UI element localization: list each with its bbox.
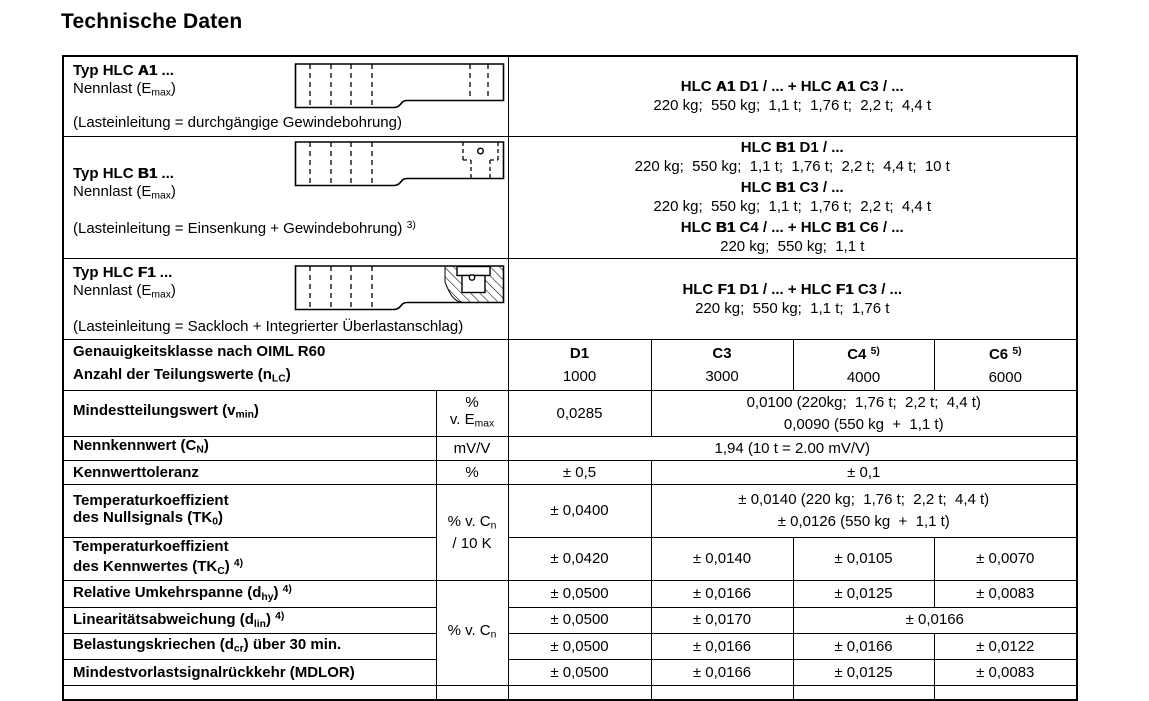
type-f1-nennlast: Nennlast $(E_{max})$ (73, 281, 176, 301)
type-b1-variants (508, 136, 1077, 258)
type-a1-note: (Lasteinleitung = durchgängige Gewindebohrung) (73, 114, 402, 131)
dlin-span-value: ± 0,0166 (793, 607, 1077, 634)
label-line: Temperaturkoeffizient (73, 491, 229, 509)
anzahl-teilungswerte-label: Anzahl der Teilungswerte $(n_{LC})$ (73, 365, 291, 385)
dcr-row (63, 634, 1077, 660)
dlin-label: Linearitätsabweichung $(d_{lin})$ $^{4)}$ (63, 607, 436, 634)
variant-loads: 220 kg; 550 kg; 1,1 t; 1,76 t; 2,2 t; 4,4 t (653, 198, 932, 215)
variant-group (509, 280, 1077, 318)
dcr-value: ± 0,0166 (793, 634, 934, 660)
variant-loads: 220 kg; 550 kg; 1,1 t; 1,76 t; 2,2 t; 4,4 t (653, 97, 932, 115)
kennwerttoleranz-rest: ± 0,1 (651, 461, 1077, 485)
dhy-label: Relative Umkehrspanne $(d_{hy})$ $^{4)}$ (63, 580, 436, 607)
variant-loads: 220 kg; 550 kg; 1,1 t; 1,76 t (695, 299, 890, 317)
tkc-row (63, 538, 1077, 581)
dlin-value: ± 0,0500 (508, 607, 651, 634)
unit-line: / 10 K (452, 534, 492, 552)
mdlor-value: ± 0,0166 (651, 660, 793, 686)
vmin-label: Mindestteilungswert $(v_{min})$ (63, 391, 436, 437)
page-title: Technische Daten (61, 10, 243, 33)
vmin-span (651, 391, 1077, 437)
mdlor-value: ± 0,0125 (793, 660, 934, 686)
variant-heading: HLC B1 C3 / ... (740, 179, 844, 196)
cut-off-row (63, 686, 1077, 700)
dhy-value: ± 0,0500 (508, 580, 651, 607)
tk0-span-line: ± 0,0126 (550 kg + 1,1 t) (777, 513, 950, 531)
vmin-row (63, 391, 1077, 437)
nennkennwert-row (63, 437, 1077, 461)
class-name: C6 $^{5)}$ (988, 346, 1022, 364)
tkc-value: ± 0,0140 (651, 538, 793, 581)
nennkennwert-label: Nennkennwert $(C_N)$ (63, 437, 436, 461)
type-cell-a1 (63, 56, 508, 136)
dcr-value: ± 0,0122 (934, 634, 1077, 660)
class-col-c6 (934, 339, 1077, 391)
cn-unit: % v. $C_n$ (436, 580, 508, 686)
variant-group (509, 218, 1077, 256)
nennkennwert-unit: mV/V (436, 437, 508, 461)
load-cell-f1-drawing (294, 264, 505, 312)
class-col-d1 (508, 339, 651, 391)
class-count: 3000 (705, 367, 739, 385)
variant-group (509, 178, 1077, 216)
unit-line: v. $E_{max}$ (449, 411, 495, 430)
label-line: Temperaturkoeffizient (73, 538, 229, 556)
unit-line: % (465, 394, 479, 412)
type-b1-name: Typ HLC B1 ... (73, 164, 174, 182)
mdlor-value: ± 0,0083 (934, 660, 1077, 686)
dcr-label: Belastungskriechen $(d_{cr})$ über 30 min. (63, 634, 436, 660)
class-count: 1000 (562, 367, 597, 385)
tk0-span-line: ± 0,0140 (220 kg; 1,76 t; 2,2 t; 4,4 t) (738, 491, 990, 509)
type-b1-note: (Lasteinleitung = Einsenkung + Gewindebohrung) $^{3)}$ (73, 219, 416, 237)
type-row-a1 (63, 56, 1077, 136)
label-line: des Nullsignals $(TK_0)$ (73, 508, 223, 528)
dhy-value: ± 0,0083 (934, 580, 1077, 607)
tk0-d1: ± 0,0400 (508, 485, 651, 538)
class-name: D1 (569, 344, 590, 362)
tkc-label (63, 538, 436, 581)
variant-heading: HLC A1 D1 / ... + HLC A1 C3 / ... (680, 78, 904, 96)
genauigkeitsklasse-label: Genauigkeitsklasse nach OIML R60 (73, 342, 326, 360)
dhy-value: ± 0,0125 (793, 580, 934, 607)
dhy-row (63, 580, 1077, 607)
type-b1-nennlast: Nennlast $(E_{max})$ (73, 182, 176, 202)
type-f1-label (73, 264, 176, 305)
cut-cell (651, 686, 793, 700)
load-cell-a1-drawing (294, 62, 505, 110)
vmin-span-line: 0,0090 (550 kg + 1,1 t) (783, 415, 944, 433)
tkc-value: ± 0,0105 (793, 538, 934, 581)
type-a1-nennlast: Nennlast $(E_{max})$ (73, 80, 176, 99)
variant-loads: 220 kg; 550 kg; 1,1 t (720, 238, 865, 255)
dlin-value: ± 0,0170 (651, 607, 793, 634)
cut-cell (63, 686, 436, 700)
cut-cell (436, 686, 508, 700)
variant-heading: HLC B1 C4 / ... + HLC B1 C6 / ... (680, 219, 904, 236)
cut-cell (934, 686, 1077, 700)
variant-heading: HLC F1 D1 / ... + HLC F1 C3 / ... (682, 280, 903, 298)
kennwerttoleranz-label: Kennwerttoleranz (63, 461, 436, 485)
class-col-c4 (793, 339, 934, 391)
label-line: des Kennwertes $(TK_C)$ $^{4)}$ (73, 558, 244, 577)
type-f1-variants (508, 258, 1077, 339)
class-count: 6000 (988, 369, 1022, 387)
accuracy-class-row (63, 339, 1077, 391)
variant-heading: HLC B1 D1 / ... (740, 139, 844, 156)
type-a1-variants (508, 56, 1077, 136)
type-row-f1 (63, 258, 1077, 339)
vmin-unit (436, 391, 508, 437)
technical-data-table (62, 55, 1078, 701)
type-a1-label (73, 62, 176, 103)
type-cell-f1 (63, 258, 508, 339)
vmin-span-line: 0,0100 (220kg; 1,76 t; 2,2 t; 4,4 t) (746, 393, 981, 411)
class-name: C3 (712, 344, 732, 362)
type-f1-name: Typ HLC F1 ... (73, 263, 173, 281)
variant-group (509, 77, 1077, 115)
mdlor-label: Mindestvorlastsignalrückkehr (MDLOR) (63, 660, 436, 686)
kennwerttoleranz-row (63, 461, 1077, 485)
type-cell-b1 (63, 136, 508, 258)
dcr-value: ± 0,0500 (508, 634, 651, 660)
type-a1-name: Typ HLC A1 ... (73, 62, 174, 79)
tk0-row (63, 485, 1077, 538)
cut-cell (793, 686, 934, 700)
type-f1-note: (Lasteinleitung = Sackloch + Integrierter Überlastanschlag) (73, 317, 464, 335)
tkc-value: ± 0,0070 (934, 538, 1077, 581)
class-col-c3 (651, 339, 793, 391)
dcr-value: ± 0,0166 (651, 634, 793, 660)
type-b1-label (73, 165, 176, 206)
tk-unit (436, 485, 508, 581)
tk0-span (651, 485, 1077, 538)
kennwerttoleranz-d1: ± 0,5 (508, 461, 651, 485)
kennwerttoleranz-unit: % (436, 461, 508, 485)
variant-loads: 220 kg; 550 kg; 1,1 t; 1,76 t; 2,2 t; 4,4 t; 10 t (634, 158, 950, 175)
class-name: C4 $^{5)}$ (847, 346, 880, 364)
cut-cell (508, 686, 651, 700)
unit-line: % v. $C_n$ (447, 513, 497, 532)
variant-group (509, 138, 1077, 176)
vmin-d1: 0,0285 (508, 391, 651, 437)
type-row-b1 (63, 136, 1077, 258)
tk0-label (63, 485, 436, 538)
tkc-value: ± 0,0420 (508, 538, 651, 581)
dhy-value: ± 0,0166 (651, 580, 793, 607)
accuracy-class-labels (63, 339, 508, 391)
load-cell-b1-drawing (294, 140, 505, 188)
mdlor-value: ± 0,0500 (508, 660, 651, 686)
class-count: 4000 (846, 369, 881, 387)
dlin-row (63, 607, 1077, 634)
nennkennwert-value: 1,94 (10 t = 2.00 mV/V) (508, 437, 1077, 461)
